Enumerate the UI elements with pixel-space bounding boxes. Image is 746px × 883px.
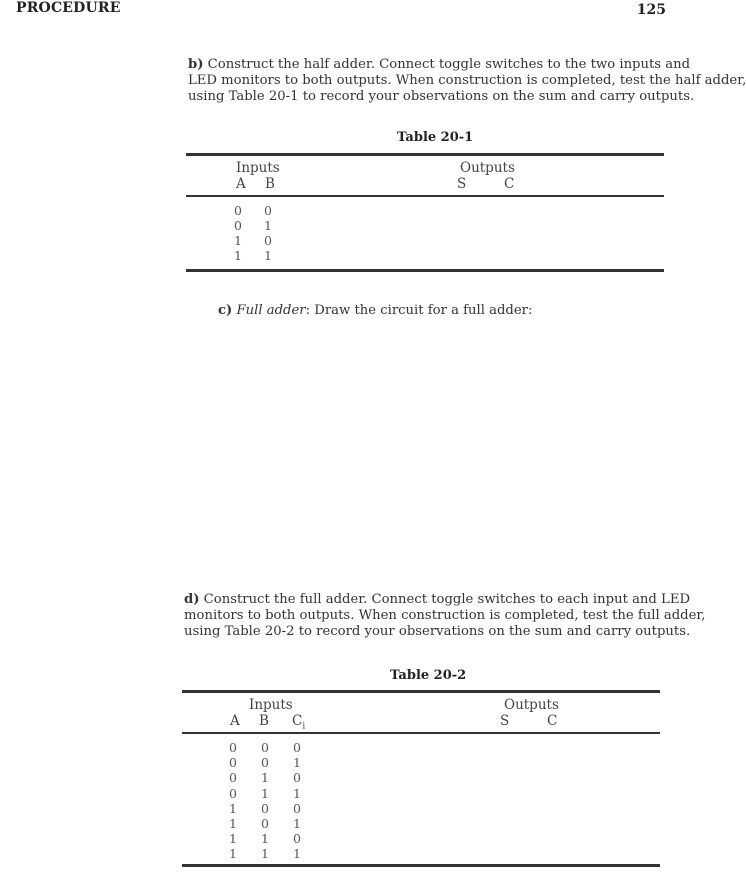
- step-b-paragraph: [188, 57, 746, 105]
- table1-cell: 1: [264, 248, 272, 263]
- table1-cell: 0: [264, 203, 272, 218]
- table2-cell: 0: [293, 740, 301, 755]
- step-b-label: b): [188, 57, 204, 72]
- step-d-label: d): [184, 592, 200, 607]
- table2-header-rule: [182, 732, 660, 734]
- step-d-line-1: Construct the full adder. Connect toggle switches to each input and LED: [203, 592, 691, 607]
- table1-outputs-label: Outputs: [460, 160, 515, 176]
- table2-cell: 1: [293, 785, 301, 801]
- table2-col-b: B: [259, 713, 269, 729]
- table2-cell: 0: [261, 755, 269, 771]
- table2-cell: 1: [293, 755, 301, 771]
- table2-cell: 1: [229, 831, 237, 847]
- table2-cell: 1: [261, 846, 269, 862]
- table2-col-ci: [292, 713, 305, 732]
- step-b-line-1: Construct the half adder. Connect toggle switches to the two inputs and: [207, 57, 691, 72]
- table1-header-rule: [186, 195, 664, 197]
- table2-col-ci-sub: i: [302, 721, 306, 732]
- table2-cell: 0: [229, 785, 237, 801]
- table2-cell: 1: [293, 846, 301, 862]
- table1-cell: 1: [264, 218, 272, 233]
- step-b-line-2: LED monitors to both outputs. When construction is completed, test the half adder,: [188, 73, 746, 88]
- table2-cell: 0: [229, 755, 237, 771]
- step-c-label: c): [218, 303, 233, 318]
- table1-col-c: C: [504, 176, 515, 192]
- table1-col-a: A: [236, 176, 246, 192]
- page-number: 125: [636, 2, 666, 18]
- table2-cell: 0: [261, 740, 269, 755]
- table2-cell: 1: [229, 816, 237, 831]
- table2-inputs-label: Inputs: [249, 697, 293, 713]
- table2-col-c: C: [547, 713, 558, 729]
- step-d-line-2: monitors to both outputs. When construction is completed, test the full adder,: [184, 608, 706, 623]
- table1-col-s: S: [457, 176, 467, 192]
- table2-cell: 0: [293, 831, 301, 847]
- table2-cell: 1: [261, 785, 269, 801]
- table2-cell: 0: [261, 816, 269, 831]
- step-d-line-3: using Table 20-2 to record your observations on the sum and carry outputs.: [184, 624, 691, 639]
- table1-cell: 0: [264, 233, 272, 248]
- table2-cell: 0: [293, 800, 301, 816]
- table2-caption: Table 20-2: [390, 668, 467, 683]
- table2-col-ci-main: C: [292, 713, 303, 729]
- table2-cell: 0: [261, 800, 269, 816]
- table2-cell: 0: [229, 770, 237, 786]
- table1-top-rule: [186, 153, 664, 156]
- table2-col-s: S: [500, 713, 510, 729]
- table1-inputs-label: Inputs: [236, 160, 280, 176]
- table2-cell: 1: [293, 816, 301, 831]
- step-c-text: : Draw the circuit for a full adder:: [305, 303, 533, 318]
- step-d-paragraph: [184, 592, 706, 640]
- section-title: PROCEDURE: [16, 0, 121, 16]
- table1-cell: 0: [234, 218, 242, 233]
- table1-caption: Table 20-1: [397, 130, 474, 145]
- table2-col-a: A: [230, 713, 240, 729]
- table2-top-rule: [182, 690, 660, 693]
- table2-cell: 1: [261, 831, 269, 847]
- step-b-line-3: using Table 20-1 to record your observations on the sum and carry outputs.: [188, 89, 695, 104]
- table1-bottom-rule: [186, 269, 664, 272]
- step-c-paragraph: [218, 303, 658, 319]
- table2-cell: 0: [229, 740, 237, 755]
- table2-cell: 1: [261, 770, 269, 786]
- table2-cell: 0: [293, 770, 301, 786]
- table2-cell: 1: [229, 800, 237, 816]
- table1-col-b: B: [265, 176, 275, 192]
- table2-outputs-label: Outputs: [504, 697, 559, 713]
- table1-cell: 0: [234, 203, 242, 218]
- table1-cell: 1: [234, 248, 242, 263]
- table2-cell: 1: [229, 846, 237, 862]
- table1-cell: 1: [234, 233, 242, 248]
- table2-bottom-rule: [182, 864, 660, 867]
- step-c-title: Full adder: [236, 303, 306, 318]
